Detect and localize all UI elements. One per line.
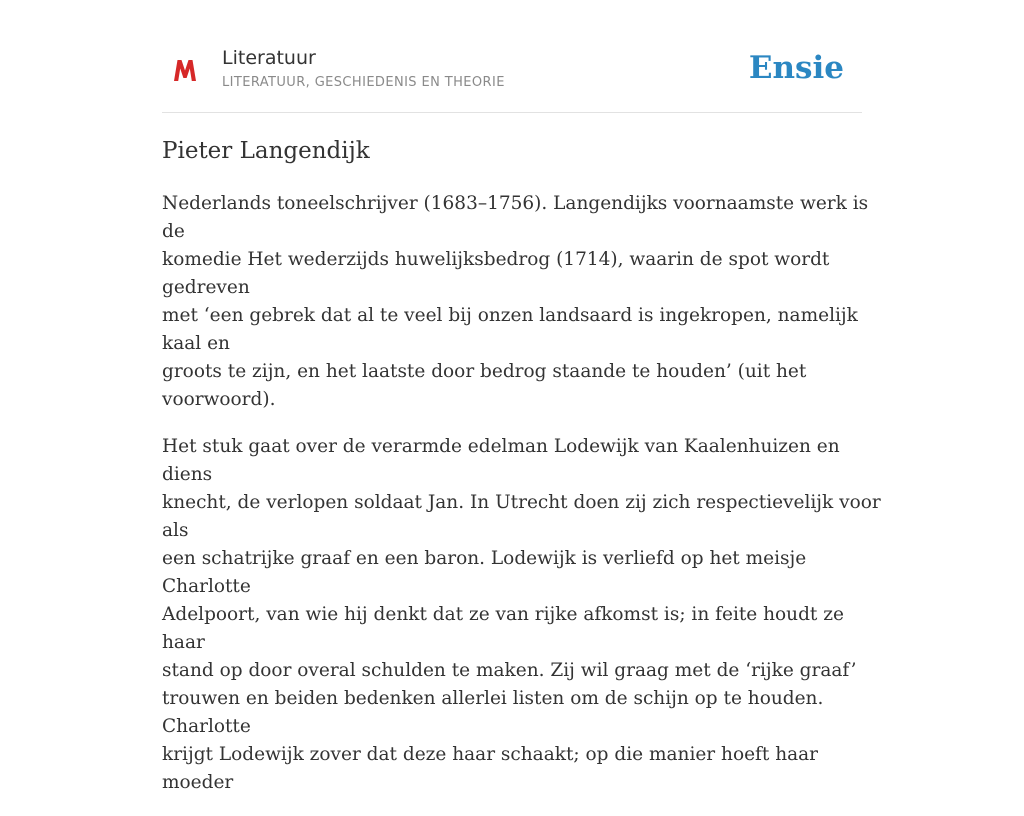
brand-logo[interactable]: Ensie xyxy=(748,50,844,86)
site-subtitle: LITERATUUR, GESCHIEDENIS EN THEORIE xyxy=(222,75,505,90)
paragraph-line: een schatrijke graaf en een baron. Lodewijk is verliefd op het meisje Charlotte xyxy=(162,548,807,597)
article-body xyxy=(162,190,882,816)
site-header xyxy=(162,38,862,113)
paragraph-line: krijgt Lodewijk zover dat deze haar schaakt; op die manier hoeft haar moeder xyxy=(162,744,819,793)
article-paragraph xyxy=(162,190,882,414)
paragraph-line: Nederlands toneelschrijver (1683–1756). Langendijks voornaamste werk is de xyxy=(162,193,869,242)
paragraph-line: trouwen en beiden bedenken allerlei listen om de schijn op te houden. Charlotte xyxy=(162,688,824,737)
paragraph-line: komedie Het wederzijds huwelijksbedrog (1714), waarin de spot wordt gedreven xyxy=(162,249,830,298)
site-title[interactable]: Literatuur xyxy=(222,47,316,69)
paragraph-line: stand op door overal schulden te maken. Zij wil graag met de ‘rijke graaf’ xyxy=(162,660,857,681)
paragraph-line: knecht, de verlopen soldaat Jan. In Utrecht doen zij zich respectievelijk voor als xyxy=(162,492,881,541)
letter-m-logo-icon[interactable] xyxy=(172,57,198,83)
article-title: Pieter Langendijk xyxy=(162,138,370,164)
paragraph-line: met ‘een gebrek dat al te veel bij onzen landsaard is ingekropen, namelijk kaal en xyxy=(162,305,858,354)
article-paragraph xyxy=(162,433,882,797)
paragraph-line: Adelpoort, van wie hij denkt dat ze van rijke afkomst is; in feite houdt ze haar xyxy=(162,604,844,653)
paragraph-line: groots te zijn, en het laatste door bedrog staande te houden’ (uit het voorwoord). xyxy=(162,361,807,410)
paragraph-line: Het stuk gaat over de verarmde edelman Lodewijk van Kaalenhuizen en diens xyxy=(162,436,840,485)
